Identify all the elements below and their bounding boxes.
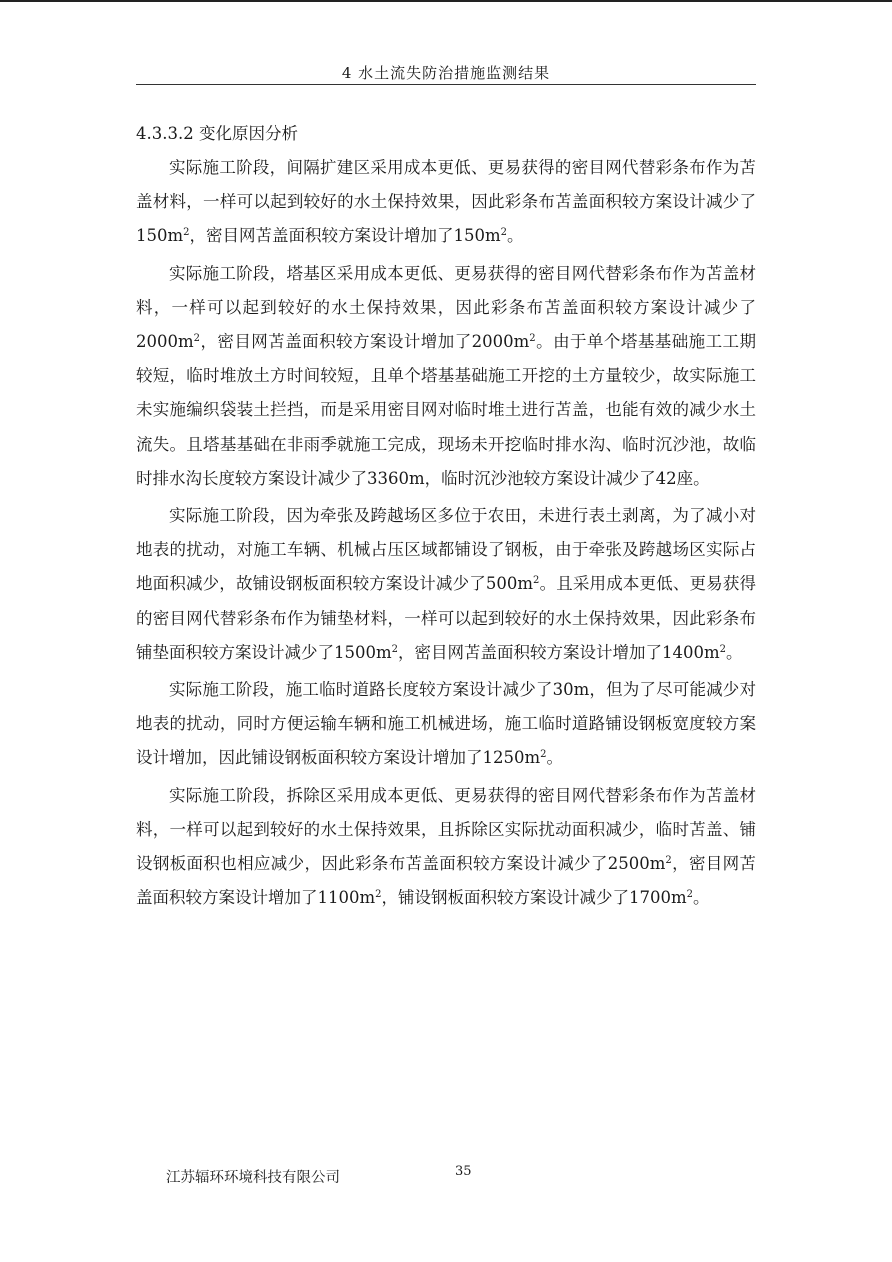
paragraph	[136, 779, 756, 916]
paragraph-text: ，密目网苫盖面积较方案设计增加了2000m	[200, 332, 530, 352]
paragraph-text: 。	[693, 888, 710, 908]
paragraph	[136, 673, 756, 776]
paragraph-text: ，密目网苫盖面积较方案设计增加了1100m	[136, 854, 757, 908]
paragraph-text: ，密目网苫盖面积较方案设计增加了1400m	[398, 642, 720, 662]
page-body	[136, 117, 756, 918]
paragraph	[136, 151, 756, 254]
superscript: 2	[391, 643, 399, 655]
paragraph-text: 实际施工阶段，施工临时道路长度较方案设计减少了30m，但为了尽可能减少对地表的扰动，同时方便运输车辆和施工机械进场，施工临时道路铺设钢板宽度较方案设计增加，因此铺设钢板面积较方案设计增加了1250m	[136, 680, 756, 768]
superscript: 2	[375, 889, 382, 901]
superscript: 2	[540, 749, 547, 761]
superscript: 2	[665, 855, 672, 867]
paragraph-text: 。且采用成本更低、更易获得的密目网代替彩条布作为铺垫材料，一样可以起到较好的水土保持效果，因此彩条布铺垫面积较方案设计减少了1500m	[136, 574, 757, 662]
superscript: 2	[183, 227, 190, 239]
superscript: 2	[529, 333, 536, 345]
superscript: 2	[193, 333, 201, 345]
paragraph-text: ，密目网苫盖面积较方案设计增加了150m	[189, 226, 501, 246]
paragraph-text: 实际施工阶段，间隔扩建区采用成本更低、更易获得的密目网代替彩条布作为苫盖材料，一样可以起到较好的水土保持效果，因此彩条布苫盖面积较方案设计减少了150m	[136, 158, 756, 246]
superscript: 2	[533, 575, 540, 587]
section-heading: 4.3.3.2 变化原因分析	[136, 124, 298, 143]
superscript: 2	[500, 227, 508, 239]
superscript: 2	[719, 643, 727, 655]
paragraph-text: 实际施工阶段，塔基区采用成本更低、更易获得的密目网代替彩条布作为苫盖材料，一样可以起到较好的水土保持效果，因此彩条布苫盖面积较方案设计减少了2000m	[136, 263, 756, 352]
page-number: 35	[455, 1164, 472, 1179]
paragraph-text: 实际施工阶段，因为牵张及跨越场区多位于农田，未进行表土剥离，为了减小对地表的扰动，对施工车辆、机械占压区域都铺设了钢板，由于牵张及跨越场区实际占地面积减少，故铺设钢板面积较方案设计减少了500m	[136, 506, 756, 594]
running-header: 4 水土流失防治措施监测结果	[341, 64, 551, 82]
header-rule	[136, 84, 756, 85]
paragraph-text: 实际施工阶段，拆除区采用成本更低、更易获得的密目网代替彩条布作为苫盖材料，一样可以起到较好的水土保持效果，且拆除区实际扰动面积减少，临时苫盖、铺设钢板面积也相应减少，因此彩条布苫盖面积较方案设计减少了2500m	[136, 785, 756, 874]
paragraph-text: ，铺设钢板面积较方案设计减少了1700m	[381, 888, 687, 908]
paragraph-text: 。	[726, 642, 743, 662]
paragraph-text: 。	[546, 748, 564, 768]
superscript: 2	[686, 889, 694, 901]
footer-company-name: 江苏辐环环境科技有限公司	[166, 1170, 340, 1186]
paragraph-text: 。由于单个塔基基础施工工期较短，临时堆放土方时间较短，且单个塔基基础施工开挖的土方量较少，故实际施工未实施编织袋装土拦挡，而是采用密目网对临时堆土进行苫盖，也能有效的减少水土流失。且塔基基础在非雨季就施工完成，现场未开挖临时排水沟、临时沉沙池，故临时排水沟长度较方案设计减少了3360m，临时沉沙池较方案设计减少了42座。	[136, 332, 757, 488]
paragraph-text: 。	[507, 226, 524, 246]
paragraph	[136, 257, 756, 496]
top-border	[0, 0, 892, 2]
paragraph	[136, 499, 756, 670]
